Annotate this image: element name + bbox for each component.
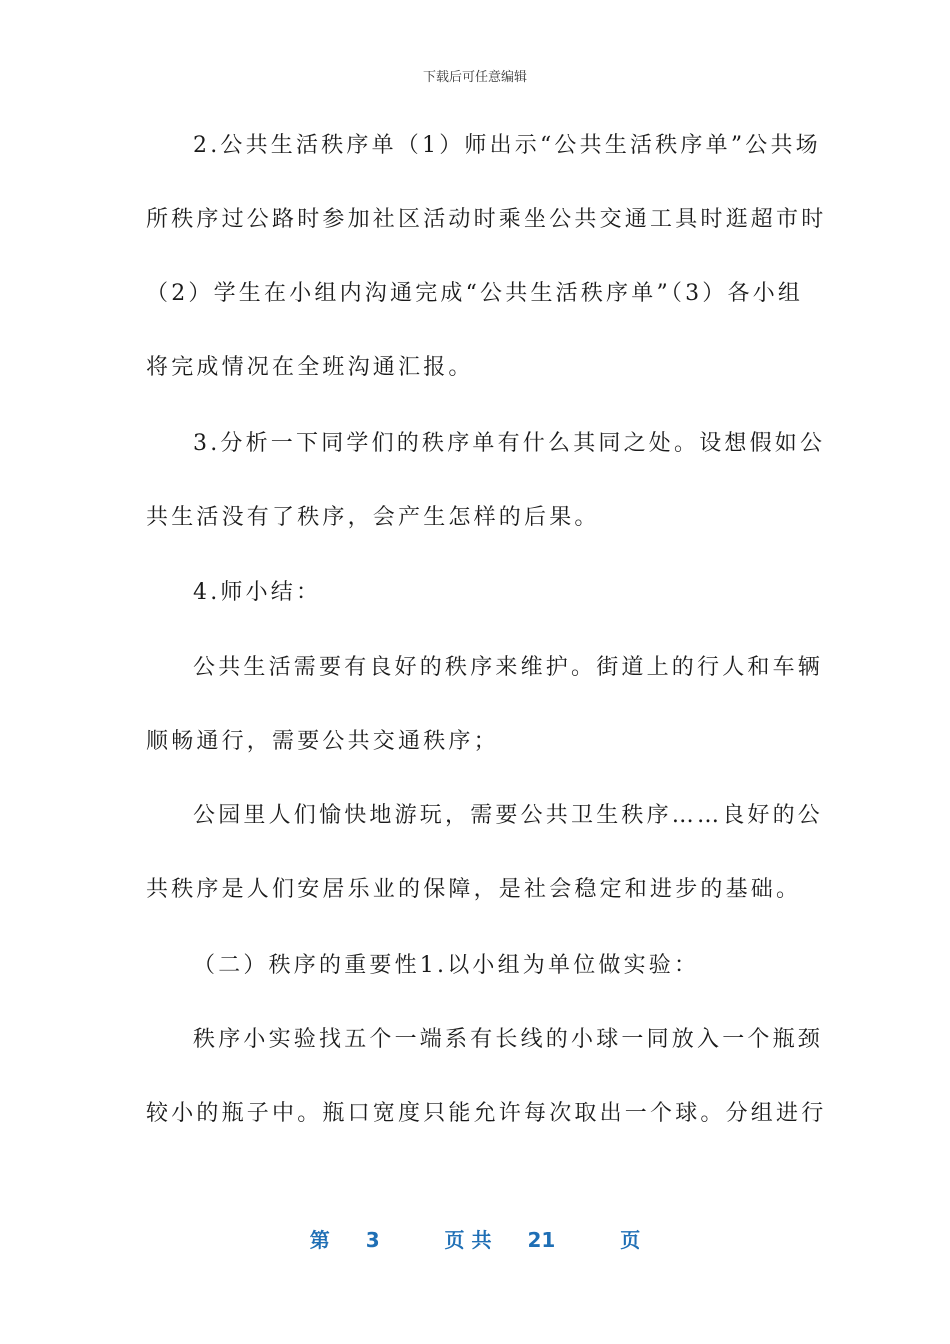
- body-line-3: （2）学生在小组内沟通完成“公共生活秩序单”（3）各小组: [146, 281, 804, 306]
- body-line-10: 公园里人们愉快地游玩，需要公共卫生秩序……良好的公: [193, 803, 824, 828]
- body-line-5: 3.分析一下同学们的秩序单有什么其同之处。设想假如公: [193, 431, 826, 456]
- body-line-12: （二）秩序的重要性1.以小组为单位做实验：: [193, 953, 700, 978]
- footer-total-pages: 21: [527, 1228, 556, 1252]
- body-line-8: 公共生活需要有良好的秩序来维护。街道上的行人和车辆: [193, 655, 824, 680]
- footer-mid: 页 共: [444, 1228, 492, 1252]
- body-line-1: 2.公共生活秩序单（1）师出示“公共生活秩序单”公共场: [193, 133, 821, 158]
- body-line-11: 共秩序是人们安居乐业的保障，是社会稳定和进步的基础。: [146, 877, 802, 902]
- body-line-7: 4.师小结：: [193, 580, 322, 605]
- body-line-6: 共生活没有了秩序，会产生怎样的后果。: [146, 505, 600, 530]
- body-line-13: 秩序小实验找五个一端系有长线的小球一同放入一个瓶颈: [193, 1027, 824, 1052]
- page-footer: [0, 1224, 950, 1253]
- footer-suffix: 页: [620, 1228, 641, 1252]
- footer-prefix: 第: [309, 1228, 330, 1252]
- footer-current-page: 3: [365, 1228, 380, 1252]
- page-header: 下载后可任意编辑: [422, 70, 527, 85]
- body-line-14: 较小的瓶子中。瓶口宽度只能允许每次取出一个球。分组进行: [146, 1101, 827, 1126]
- body-line-4: 将完成情况在全班沟通汇报。: [146, 355, 474, 380]
- body-line-9: 顺畅通行，需要公共交通秩序；: [146, 729, 499, 754]
- body-line-2: 所秩序过公路时参加社区活动时乘坐公共交通工具时逛超市时: [146, 207, 827, 232]
